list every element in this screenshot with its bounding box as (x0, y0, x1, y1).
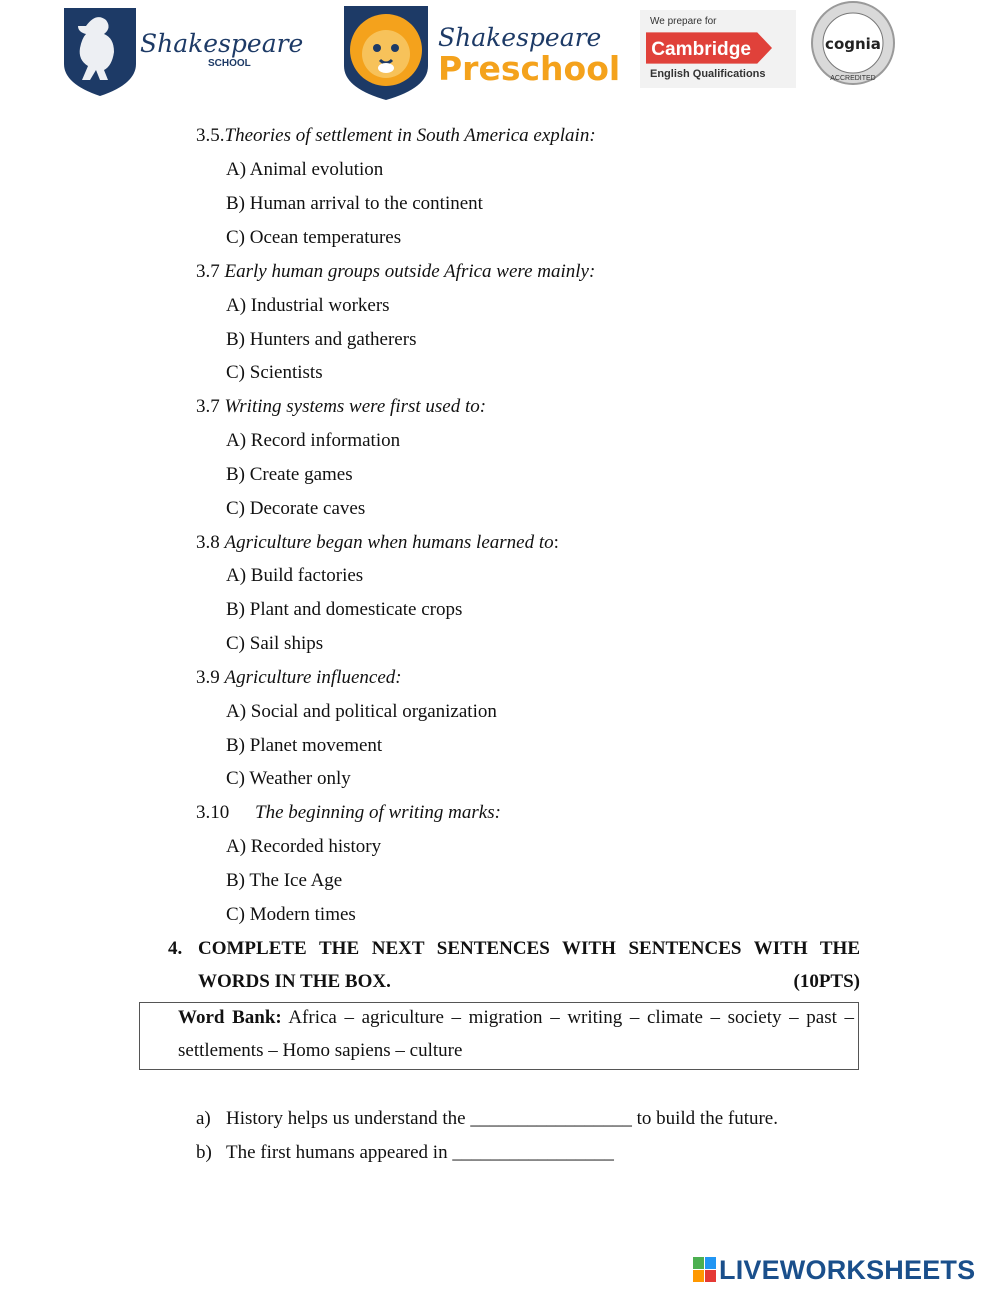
liveworksheets-text: LIVEWORKSHEETS (719, 1255, 976, 1285)
option: C) Ocean temperatures (226, 227, 402, 248)
question-3-8: 3.8 Agriculture began when humans learned to: (196, 532, 559, 553)
section-4-number: 4. (168, 938, 183, 959)
word-bank-line1 (178, 1006, 854, 1030)
logo1-sub: SCHOOL (208, 58, 251, 69)
option: C) Sail ships (226, 633, 324, 654)
word-bank-box (139, 1002, 859, 1070)
option: C) Weather only (226, 768, 351, 789)
logo1-name: Shakespeare (140, 29, 304, 58)
section-4-heading-line2 (198, 970, 860, 994)
page-header (0, 0, 1000, 105)
option: A) Animal evolution (226, 159, 384, 180)
cognia-name: cognia (825, 35, 881, 53)
option: A) Industrial workers (226, 295, 390, 316)
option: B) Planet movement (226, 735, 383, 756)
section-4-heading-line1: COMPLETE THE NEXT SENTENCES WITH SENTENCES WITH THE (198, 938, 860, 959)
lion-face-icon (340, 2, 621, 102)
option: A) Social and political organization (226, 701, 497, 722)
cambridge-qual-text: English Qualifications (650, 68, 766, 80)
liveworksheets-logo-icon (693, 1257, 717, 1283)
sentence-text[interactable]: The first humans appeared in _________________ (226, 1142, 614, 1163)
section-4-points: (10PTS) (793, 971, 860, 992)
cambridge-logo (640, 10, 796, 88)
lion-shield-icon (58, 2, 304, 98)
sentence-label: a) (196, 1108, 211, 1129)
option: C) Scientists (226, 362, 323, 383)
word-bank-words-1: Africa – agriculture – migration – writing – climate – society – past – (288, 1007, 854, 1028)
question-3-7a: 3.7 Early human groups outside Africa were mainly: (196, 261, 596, 282)
question-3-5: 3.5.Theories of settlement in South America explain: (196, 125, 596, 146)
sentence-text[interactable]: History helps us understand the _________________ to build the future. (226, 1108, 778, 1129)
option: A) Recorded history (226, 836, 382, 857)
cambridge-name: Cambridge (651, 38, 752, 60)
shakespeare-school-logo (58, 2, 304, 98)
logo2-sub: Preschool (438, 49, 621, 88)
word-bank-line2: settlements – Homo sapiens – culture (178, 1040, 463, 1061)
question-3-9: 3.9 Agriculture influenced: (196, 667, 402, 688)
option: A) Build factories (226, 565, 364, 586)
option: B) Plant and domesticate crops (226, 599, 463, 620)
option: A) Record information (226, 430, 401, 451)
option: C) Modern times (226, 904, 356, 925)
option: B) Create games (226, 464, 353, 485)
cognia-ring: ACCREDITED (830, 75, 876, 82)
option: B) Human arrival to the continent (226, 193, 483, 214)
question-3-10: 3.10 The beginning of writing marks: (196, 802, 501, 823)
word-bank-label: Word Bank: (178, 1007, 282, 1028)
section-4-heading-words: WORDS IN THE BOX. (198, 971, 391, 992)
cognia-badge (808, 0, 898, 90)
sentence-label: b) (196, 1142, 212, 1163)
cognia-seal-icon (808, 0, 898, 90)
shakespeare-preschool-logo (340, 2, 621, 102)
option: B) Hunters and gatherers (226, 329, 417, 350)
question-3-7b: 3.7 Writing systems were first used to: (196, 396, 487, 417)
cambridge-prep-text: We prepare for (650, 16, 717, 27)
logo2-name: Shakespeare (438, 23, 602, 52)
option: B) The Ice Age (226, 870, 343, 891)
option: C) Decorate caves (226, 498, 366, 519)
cambridge-arrow-icon (646, 30, 772, 66)
